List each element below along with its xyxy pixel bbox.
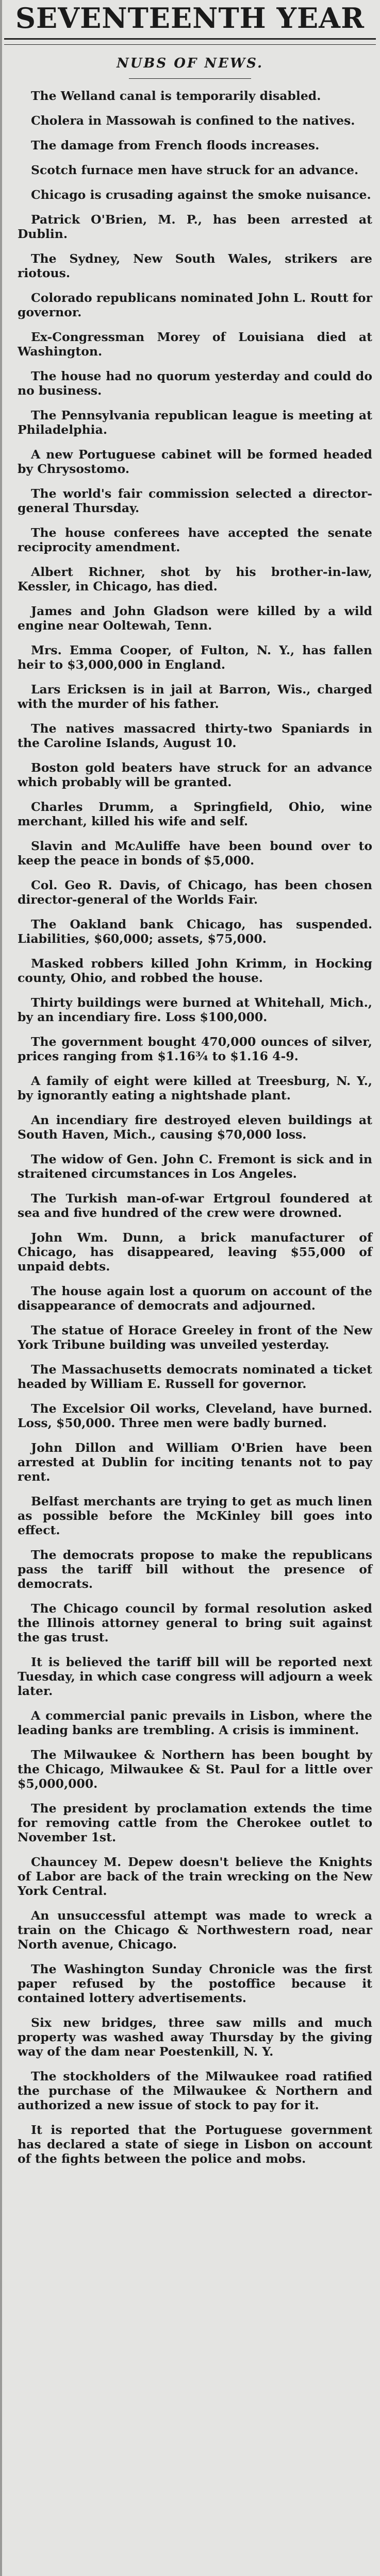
news-item: Albert Richner, shot by his brother-in-law, Kessler, in Chicago, has died. <box>18 565 372 594</box>
news-item: The damage from French floods increases. <box>31 138 320 152</box>
news-item: John Dillon and William O'Brien have been arrested at Dublin for inciting tenants not to pay rent. <box>18 1440 372 1484</box>
section-title: NUBS OF NEWS. <box>116 56 264 71</box>
news-item: Colorado republicans nominated John L. Routt for governor. <box>18 291 372 319</box>
news-item: Masked robbers killed John Krimm, in Hocking county, Ohio, and robbed the house. <box>18 956 372 985</box>
news-item: The stockholders of the Milwaukee road ratified the purchase of the Milwaukee & Northern and authorized a new issue of stock to pay for it. <box>18 2069 372 2112</box>
news-item: Mrs. Emma Cooper, of Fulton, N. Y., has fallen heir to $3,000,000 in England. <box>18 643 372 672</box>
news-item: Boston gold beaters have struck for an advance which probably will be granted. <box>18 760 372 789</box>
news-item: Six new bridges, three saw mills and much property was washed away Thursday by the giving way of the dam near Poestenkill, N. Y. <box>18 2015 372 2059</box>
news-item: Chicago is crusading against the smoke nuisance. <box>31 188 371 202</box>
news-item: Charles Drumm, a Springfield, Ohio, wine merchant, killed his wife and self. <box>18 800 372 828</box>
news-item: John Wm. Dunn, a brick manufacturer of Chicago, has disappeared, leaving $55,000 of unpaid debts. <box>18 1230 372 1274</box>
news-item: Chauncey M. Depew doesn't believe the Knights of Labor are back of the train wrecking on the New York Central. <box>18 1855 372 1898</box>
section-rule <box>129 78 251 79</box>
news-item: Col. Geo R. Davis, of Chicago, has been chosen director-general of the Worlds Fair. <box>18 878 372 907</box>
news-item: The president by proclamation extends the time for removing cattle from the Cherokee outlet to November 1st. <box>18 1801 372 1844</box>
page-edge-shadow <box>0 0 2 2576</box>
news-item: The house again lost a quorum on account of the disappearance of democrats and adjourned. <box>18 1284 372 1313</box>
news-item: The Turkish man-of-war Ertgroul foundered at sea and five hundred of the crew were drowned. <box>18 1191 372 1220</box>
news-item: The government bought 470,000 ounces of silver, prices ranging from $1.16¾ to $1.16 4-9. <box>18 1035 372 1063</box>
news-item: The Oakland bank Chicago, has suspended. Liabilities, $60,000; assets, $75,000. <box>18 917 372 946</box>
masthead: SEVENTEENTH YEAR <box>15 2 365 35</box>
news-item: Slavin and McAuliffe have been bound over to keep the peace in bonds of $5,000. <box>18 839 372 868</box>
news-item: The Chicago council by formal resolution asked the Illinois attorney general to bring suit against the gas trust. <box>18 1601 372 1645</box>
news-item: The Milwaukee & Northern has been bought by the Chicago, Milwaukee & St. Paul for a little over $5,000,000. <box>18 1748 372 1791</box>
news-item: An incendiary fire destroyed eleven buildings at South Haven, Mich., causing $70,000 loss. <box>18 1113 372 1142</box>
news-item: The Pennsylvania republican league is meeting at Philadelphia. <box>18 408 372 437</box>
news-item: An unsuccessful attempt was made to wreck a train on the Chicago & Northwestern road, near North avenue, Chicago. <box>18 1908 372 1952</box>
news-item: The statue of Horace Greeley in front of the New York Tribune building was unveiled yesterday. <box>18 1323 372 1352</box>
news-item: Ex-Congressman Morey of Louisiana died at Washington. <box>18 330 372 359</box>
news-item: A commercial panic prevails in Lisbon, where the leading banks are trembling. A crisis is imminent. <box>18 1708 372 1737</box>
news-item: Scotch furnace men have struck for an advance. <box>31 163 359 177</box>
news-column <box>18 89 372 2176</box>
news-item: Cholera in Massowah is confined to the natives. <box>31 113 355 128</box>
top-rule <box>4 38 376 40</box>
news-item: James and John Gladson were killed by a wild engine near Ooltewah, Tenn. <box>18 604 372 633</box>
news-item: The house had no quorum yesterday and could do no business. <box>18 369 372 398</box>
news-item: The world's fair commission selected a director-general Thursday. <box>18 486 372 515</box>
news-item: The Massachusetts democrats nominated a ticket headed by William E. Russell for governor. <box>18 1362 372 1391</box>
news-item: The Washington Sunday Chronicle was the first paper refused by the postoffice because it contained lottery advertisements. <box>18 1962 372 2005</box>
news-item: Patrick O'Brien, M. P., has been arrested at Dublin. <box>18 212 372 241</box>
news-item: The Sydney, New South Wales, strikers are riotous. <box>18 251 372 280</box>
news-item: The widow of Gen. John C. Fremont is sick and in straitened circumstances in Los Angeles. <box>18 1152 372 1181</box>
thin-rule <box>4 44 376 45</box>
news-item: The Welland canal is temporarily disabled. <box>31 89 321 103</box>
news-item: The natives massacred thirty-two Spaniards in the Caroline Islands, August 10. <box>18 721 372 750</box>
news-item: The Excelsior Oil works, Cleveland, have burned. Loss, $50,000. Three men were badly burned. <box>18 1401 372 1430</box>
news-item: Thirty buildings were burned at Whitehall, Mich., by an incendiary fire. Loss $100,000. <box>18 995 372 1024</box>
news-item: A family of eight were killed at Treesburg, N. Y., by ignorantly eating a nightshade plant. <box>18 1074 372 1103</box>
news-item: It is reported that the Portuguese government has declared a state of siege in Lisbon on account of the fights between the police and mobs. <box>18 2123 372 2166</box>
news-item: It is believed the tariff bill will be reported next Tuesday, in which case congress will adjourn a week later. <box>18 1655 372 1698</box>
news-item: Belfast merchants are trying to get as much linen as possible before the McKinley bill goes into effect. <box>18 1494 372 1537</box>
news-item: A new Portuguese cabinet will be formed headed by Chrysostomo. <box>18 447 372 476</box>
news-item: The democrats propose to make the republicans pass the tariff bill without the presence of democrats. <box>18 1548 372 1591</box>
news-item: The house conferees have accepted the senate reciprocity amendment. <box>18 526 372 554</box>
news-item: Lars Ericksen is in jail at Barron, Wis., charged with the murder of his father. <box>18 682 372 711</box>
